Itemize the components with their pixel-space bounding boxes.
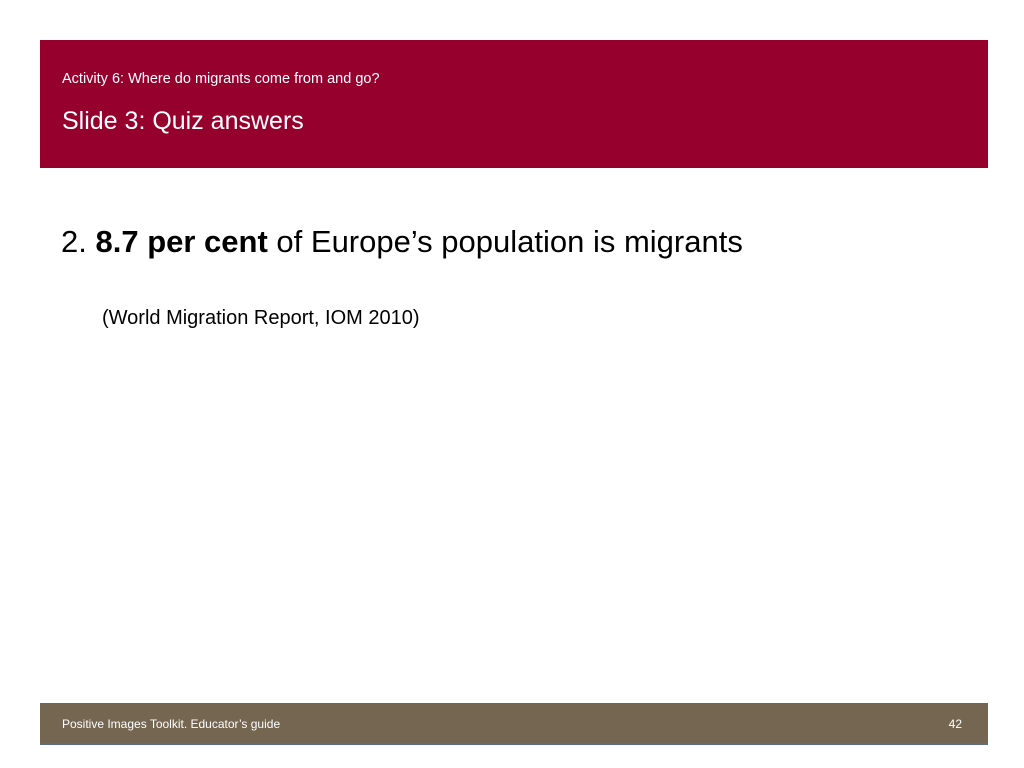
answer-text: of Europe’s population is migrants [276, 224, 743, 259]
citation: (World Migration Report, IOM 2010) [102, 307, 420, 329]
answer-highlight: 8.7 per cent [95, 224, 268, 259]
footer-band [40, 703, 988, 745]
header-band [40, 40, 988, 168]
page-number: 42 [948, 717, 962, 731]
slide-title: Slide 3: Quiz answers [62, 107, 304, 135]
quiz-answer-statement [61, 224, 743, 260]
activity-title: Activity 6: Where do migrants come from and go? [62, 71, 380, 87]
answer-number: 2. [61, 224, 87, 259]
footer-text: Positive Images Toolkit. Educator’s guide [62, 717, 281, 731]
